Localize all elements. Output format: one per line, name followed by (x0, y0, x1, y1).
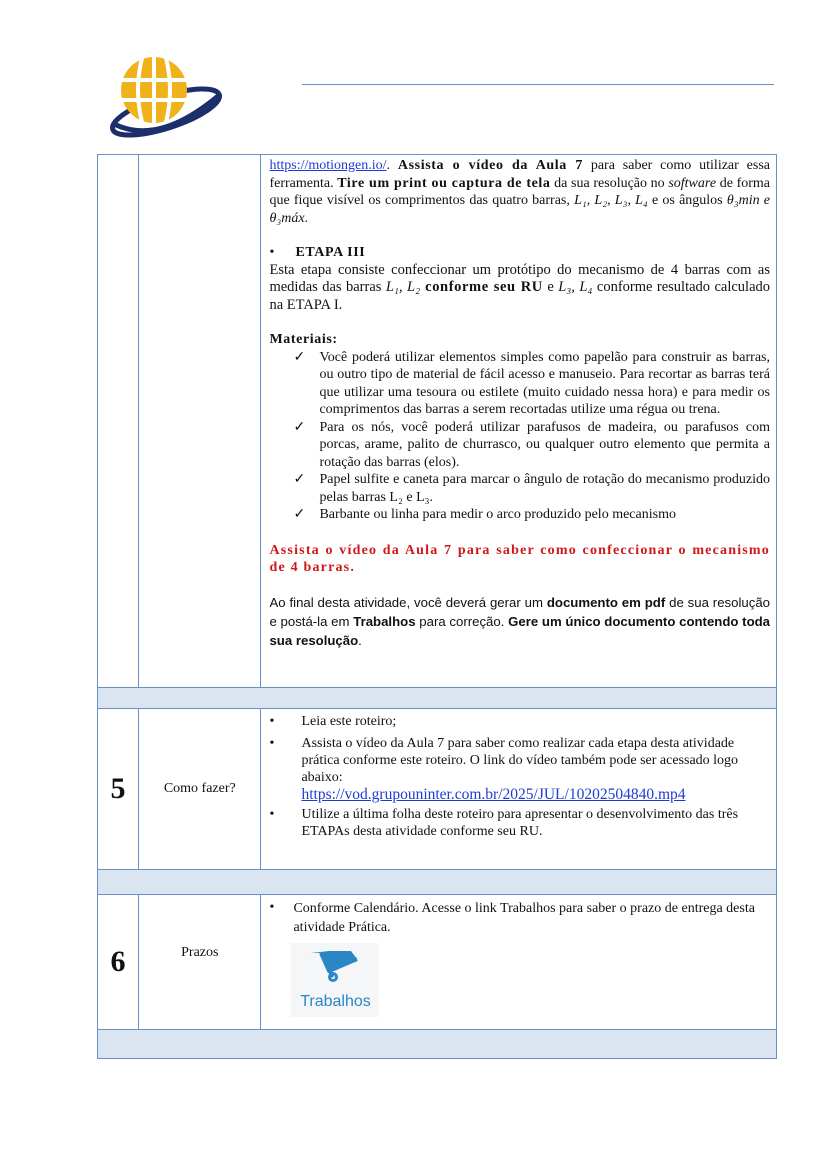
header-divider (302, 84, 774, 85)
bars-math: L₁, L₂ (385, 279, 421, 295)
checkmark-icon: ✓ (293, 419, 306, 435)
globe-ring-logo-icon (108, 50, 226, 142)
number-cell (98, 155, 139, 688)
list-item-text: Você poderá utilizar elementos simples como papelão para construir as barras, ou outro tipo de material de fácil acesso e manuseio. Para recortar as barras terá que utilizar uma tesoura ou estilete (muito cuidado nessa hora) e para medir os comprimentos das barras a serem recortadas utilize uma régua ou trena. (319, 349, 770, 417)
checkmark-icon: ✓ (293, 349, 306, 365)
italic-text: software (668, 175, 717, 191)
table-row (98, 895, 777, 1030)
list-item-text: Utilize a última folha deste roteiro para apresentar o desenvolvimento das três ETAPAs desta atividade conforme seu RU. (301, 807, 739, 839)
text: de sua resolução e postá-la em (269, 594, 770, 629)
text: Esta etapa consiste confeccionar um protótipo do mecanismo de 4 barras com as medidas das barras (269, 261, 770, 295)
text: . (386, 158, 398, 173)
bars-math: L₃, L₄ (558, 279, 593, 295)
list-item (267, 735, 772, 804)
section-spacer (98, 1030, 777, 1059)
bullet-icon: • (269, 736, 275, 751)
content-cell (261, 155, 777, 688)
row-number: 5 (98, 709, 139, 870)
checkmark-icon: ✓ (293, 472, 306, 487)
checkmark-icon: ✓ (293, 507, 306, 522)
wheelbarrow-icon (307, 947, 363, 987)
text: . (304, 210, 309, 226)
trabalhos-label: Trabalhos (300, 993, 371, 1010)
content-cell (261, 895, 777, 1030)
video-note: Assista o vídeo da Aula 7 para saber como confeccionar o mecanismo de 4 barras. (269, 542, 770, 575)
list-item-text: Leia este roteiro; (301, 714, 397, 729)
list-item-text: Para os nós, você poderá utilizar parafusos de madeira, ou parafusos com porcas, arame, palito de churrasco, ou qualquer outro elemento que permita a rotação das barras (elos). (319, 419, 770, 470)
list-item (267, 806, 772, 840)
bold-text: Tire um print ou captura de tela (337, 175, 551, 191)
list-item (267, 713, 772, 730)
bold-text: documento em pdf (546, 594, 666, 610)
row-number: 6 (98, 895, 139, 1030)
spacer-cell (98, 1030, 777, 1059)
text: . (358, 632, 362, 648)
list-item-text: Papel sulfite e caneta para marcar o ângulo de rotação do mecanismo produzido pelas barras L₂ e L₃. (319, 472, 770, 505)
section-spacer (98, 870, 777, 895)
stage-heading (269, 244, 770, 262)
text: de forma que fique visível os comprimentos das quatro barras, (269, 175, 770, 208)
bars-math: L₁, L₂, L₃, L₄ (574, 193, 648, 208)
table-row (98, 155, 777, 688)
bold-text: conforme seu RU (420, 279, 543, 295)
video-link[interactable]: https://vod.grupouninter.com.br/2025/JUL/10202504840.mp4 (301, 786, 686, 803)
spacer-cell (98, 870, 777, 895)
text: para correção. (415, 613, 509, 629)
stage-title: ETAPA III (295, 245, 366, 260)
text: Ao final desta atividade, você deverá gerar um (269, 594, 547, 610)
final-paragraph (269, 593, 770, 650)
bullet-icon: • (269, 245, 275, 260)
list-item-text: Barbante ou linha para medir o arco produzido pelo mecanismo (319, 507, 676, 522)
content-cell (261, 709, 777, 870)
list-item (267, 899, 772, 937)
list-item (293, 471, 770, 506)
bold-text: Gere um único documento contendo toda sua resolução (269, 613, 771, 648)
label-cell (139, 155, 261, 688)
bold-text: Trabalhos (353, 613, 416, 629)
text: conforme resultado calculado na ETAPA I. (269, 279, 771, 313)
materials-list (293, 349, 770, 524)
section-spacer (98, 688, 777, 709)
materials-title: Materiais: (269, 332, 338, 347)
stage-paragraph (269, 262, 770, 315)
angles-math: θ₃min e θ₃máx (269, 193, 771, 226)
list-item (293, 349, 770, 419)
list-item-text: Assista o vídeo da Aula 7 para saber como realizar cada etapa desta atividade prática conforme este roteiro. O link do vídeo também pode ser acessado logo abaixo: (301, 736, 739, 785)
row-label: Como fazer? (139, 709, 261, 870)
bold-text: Assista o vídeo da Aula 7 (397, 158, 583, 173)
motiongen-link[interactable]: https://motiongen.io/ (269, 158, 387, 173)
list-item-text: Conforme Calendário. Acesse o link Trabalhos para saber o prazo de entrega desta atividade Prática. (293, 901, 755, 935)
text: da sua resolução no (550, 175, 669, 191)
bullet-icon: • (269, 714, 275, 729)
motiongen-paragraph (269, 157, 770, 227)
bullet-icon: • (269, 807, 275, 822)
list-item (293, 419, 770, 472)
activity-table (97, 154, 777, 1059)
text: e os ângulos (647, 193, 727, 208)
row-label: Prazos (139, 895, 261, 1030)
text: para saber como utilizar essa ferramenta. (269, 158, 770, 191)
bullet-icon: • (269, 900, 275, 915)
trabalhos-button[interactable] (291, 943, 379, 1017)
text: e (542, 279, 559, 295)
list-item (293, 506, 770, 524)
table-row (98, 709, 777, 870)
spacer-cell (98, 688, 777, 709)
